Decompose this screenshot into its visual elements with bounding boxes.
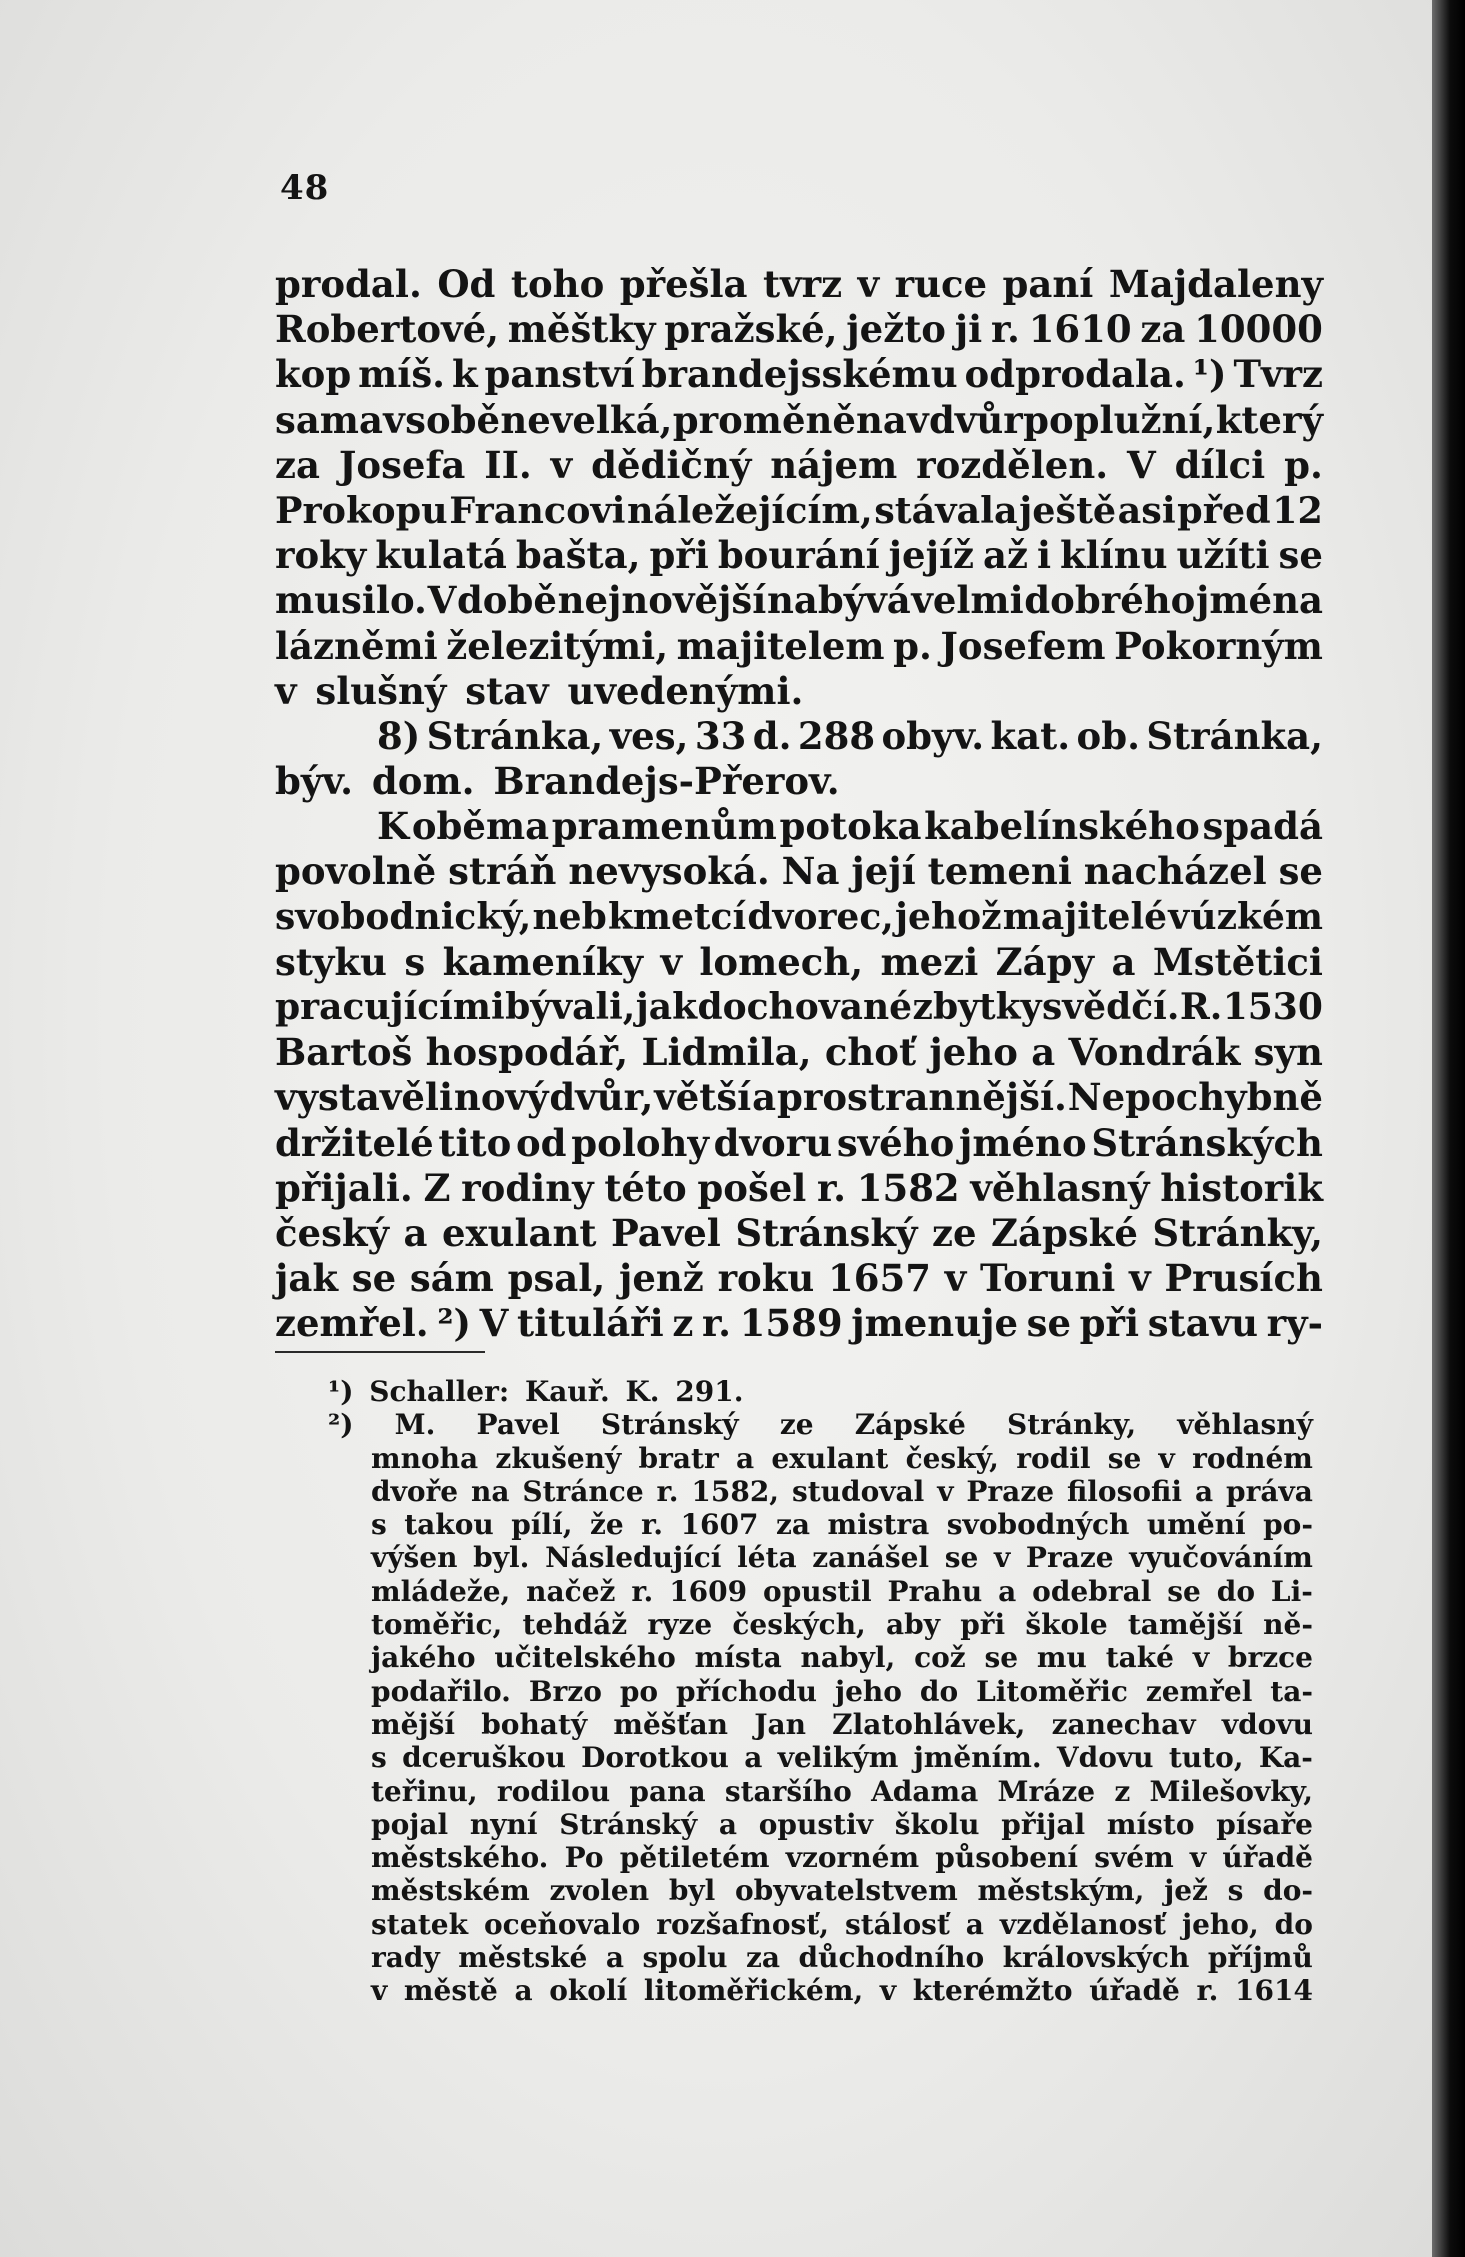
text-line: pracujícími bývali, jak dochované zbytky svědčí. R. 1530 <box>275 986 1323 1028</box>
footnote-line: statek oceňovalo rozšafnosť, stálosť a vzdělanosť jeho, do <box>371 1907 1313 1941</box>
text-line: roky kulatá bašta, při bourání jejíž až i klínu užíti se <box>275 533 1323 578</box>
text-line: sama v sobě nevelká, proměněna v dvůr poplužní, který <box>275 397 1323 442</box>
footnote-line: mnoha zkušený bratr a exulant český, rodil se v rodném <box>371 1441 1313 1475</box>
text-line: kop míš. k panství brandejsskému odprodala. ¹) Tvrz <box>275 352 1323 397</box>
footnote-line: dvoře na Stránce r. 1582, studoval v Praze filosofii a práva <box>371 1474 1313 1508</box>
text-line: vystavěli nový dvůr, větší a prostrannější. Nepochybně <box>275 1075 1323 1120</box>
footnote-divider <box>275 1351 485 1353</box>
text-line: držitelé tito od polohy dvoru svého jméno Stránských <box>275 1120 1323 1165</box>
text-line: K oběma pramenům potoka kabelínského spadá <box>377 804 1323 849</box>
footnote-line: jakého učitelského místa nabyl, což se mu také v brzce <box>371 1641 1313 1675</box>
footnote-line: toměřic, tehdáž ryze českých, aby při škole tamější ně- <box>371 1608 1313 1642</box>
footnote-line: mládeže, načež r. 1609 opustil Prahu a odebral se do Li- <box>371 1574 1313 1608</box>
text-line: český a exulant Pavel Stránský ze Zápské Stránky, <box>275 1210 1323 1255</box>
footnote-line: městském zvolen byl obyvatelstvem městským, jež s do- <box>371 1874 1313 1908</box>
footnote-line: ²) M. Pavel Stránský ze Zápské Stránky, věhlasný <box>328 1408 1313 1442</box>
text-line: Robertové, měštky pražské, ježto ji r. 1610 za 10000 <box>275 307 1323 352</box>
footnote-line: výšen byl. Následující léta zanášel se v Praze vyučováním <box>371 1541 1313 1575</box>
footnote-line: v městě a okolí litoměřickém, v kterémžto úřadě r. 1614 <box>371 1974 1313 2008</box>
footnote-line: mější bohatý měšťan Jan Zlatohlávek, zanechav vdovu <box>371 1707 1313 1741</box>
footnote-line: s dceruškou Dorotkou a velikým jměním. Vdovu tuto, Ka- <box>371 1741 1313 1775</box>
text-line: prodal. Od toho přešla tvrz v ruce paní Majdaleny <box>275 262 1323 306</box>
text-line: Prokopu Francovi náležejícím, stávala ještě asi před 12 <box>275 488 1323 532</box>
text-line: musilo. V době nejnovější nabývá velmi dobrého jména <box>275 578 1323 623</box>
text-line: povolně stráň nevysoká. Na její temeni nacházel se <box>275 849 1323 894</box>
text-line: zemřel. ²) V tituláři z r. 1589 jmenuje se při stavu ry- <box>275 1301 1323 1346</box>
footnote-line: pojal nyní Stránský a opustiv školu přijal místo písaře <box>371 1807 1313 1841</box>
footnotes <box>328 1375 1313 2008</box>
book-spine-edge <box>1432 0 1465 2257</box>
text-line: styku s kameníky v lomech, mezi Zápy a Mstětici <box>275 939 1323 984</box>
footnote-line: s takou pílí, že r. 1607 za mistra svobodných umění po- <box>371 1508 1313 1542</box>
text-line: jak se sám psal, jenž roku 1657 v Toruni v Prusích <box>275 1256 1323 1301</box>
text-line: Bartoš hospodář, Lidmila, choť jeho a Vondrák syn <box>275 1030 1323 1075</box>
text-line: v slušný stav uvedenými. <box>275 668 804 713</box>
text-line: 8) Stránka, ves, 33 d. 288 obyv. kat. ob. Stránka, <box>377 713 1323 758</box>
page-number: 48 <box>280 168 330 208</box>
footnote-line: podařilo. Brzo po příchodu jeho do Litoměřic zemřel ta- <box>371 1674 1313 1708</box>
footnote-line: ¹) Schaller: Kauř. K. 291. <box>328 1375 744 1408</box>
text-line: přijali. Z rodiny této pošel r. 1582 věhlasný historik <box>275 1165 1323 1210</box>
footnote-line: městského. Po pětiletém vzorném působení svém v úřadě <box>371 1841 1313 1875</box>
text-line: býv. dom. Brandejs-Přerov. <box>275 759 840 804</box>
text-line: za Josefa II. v dědičný nájem rozdělen. V dílci p. <box>275 442 1323 487</box>
footnote-line: teřinu, rodilou pana staršího Adama Mráze z Milešovky, <box>371 1774 1313 1808</box>
main-text <box>275 262 1323 1347</box>
footnote-line: rady městské a spolu za důchodního královských příjmů <box>371 1941 1313 1975</box>
text-line: svobodnický, neb kmetcí dvorec, jehož majitelé v úzkém <box>275 895 1323 938</box>
text-line: lázněmi železitými, majitelem p. Josefem Pokorným <box>275 623 1323 668</box>
